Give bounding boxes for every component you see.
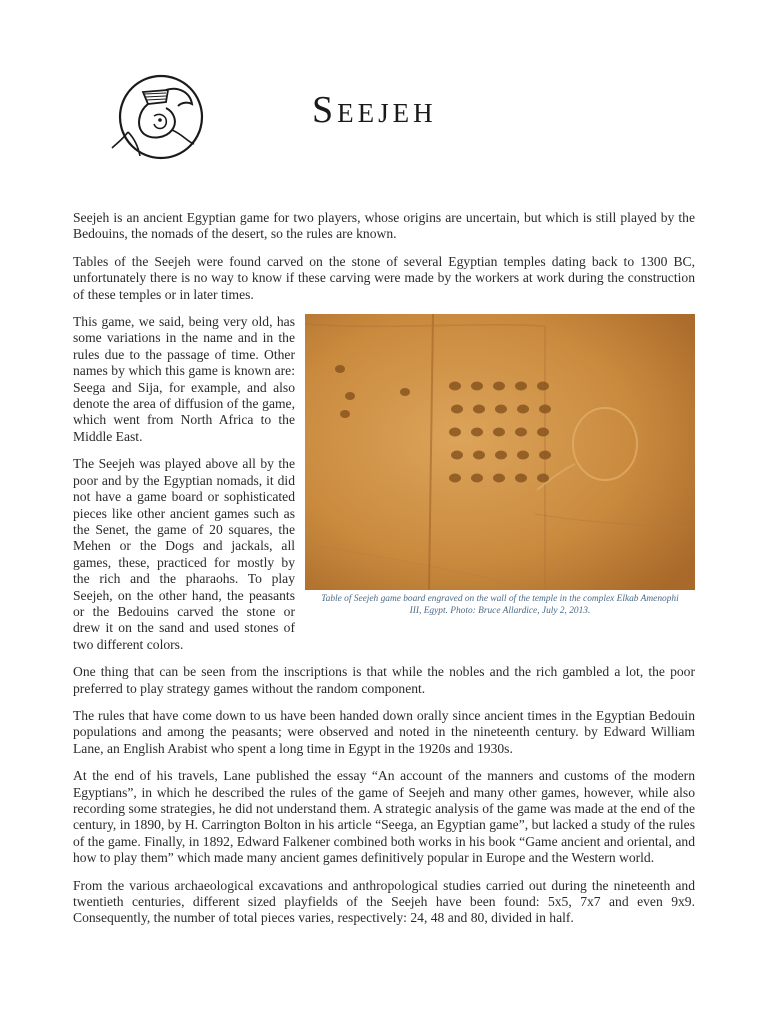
paragraph-variations: This game, we said, being very old, has some variations in the name and in the rules due to the passage of time. Other names by which this game is known are: Seega and Sija, for example, and also denote the area of diffusion of the game, which went from North Africa to the Middle East. <box>73 314 295 444</box>
carved-pit <box>537 382 549 391</box>
carved-pit <box>471 382 483 391</box>
paragraph-lane-essay: At the end of his travels, Lane published the essay “An account of the manners and customs of the modern Egyptians”, in which he described the rules of the game of Seejeh and many other games, however, while also recording some strategies, he did not understand them. A strategic analysis of the game was made at the end of the century, in 1890, by H. Carrington Bolton in his article “Seega, an Egyptian game”, but lacked a study of the rules of the game. Finally, in 1892, Edward Falkener combined both works in his book “Game ancient and oriental, and how to play them” which made many ancient games definitively popular in Europe and the Western world. <box>73 768 695 866</box>
carved-pit <box>400 388 410 396</box>
carved-pit <box>515 382 527 391</box>
paragraph-inscriptions: One thing that can be seen from the inscriptions is that while the nobles and the rich gambled a lot, the poor preferred to play strategy games without the random component. <box>73 664 695 696</box>
carved-pit <box>537 474 549 483</box>
page-title: Seejeh <box>312 89 437 131</box>
carved-pit <box>473 405 485 414</box>
paragraph-intro: Seejeh is an ancient Egyptian game for two players, whose origins are uncertain, but which is still played by the Bedouins, the nomads of the desert, so the rules are known. <box>73 210 695 242</box>
figure-caption: Table of Seejeh game board engraved on the wall of the temple in the complex Elkab Amenophi III, Egypt. Photo: Bruce Allardice, July 2, 2013. <box>321 594 679 616</box>
carved-pit <box>515 428 527 437</box>
carved-pit <box>451 451 463 460</box>
carved-pit <box>335 365 345 373</box>
carved-pit <box>539 451 551 460</box>
carved-pit <box>539 405 551 414</box>
carved-pit <box>537 428 549 437</box>
paragraph-poor-nomads: The Seejeh was played above all by the poor and by the Egyptian nomads, it did not have a game board or sophisticated pieces like other ancient games such as the Senet, the game of 20 squares, the Mehen or the Dogs and jackals, all games, these, practiced for mostly by the rich and the pharaohs. To play Seejeh, on the other hand, the peasants or the Bedouins carved the stone or drew it on the sand and used stones of two different colors. <box>73 456 295 652</box>
paragraph-temples: Tables of the Seejeh were found carved on the stone of several Egyptian temples dating back to 1300 BC, unfortunately there is no way to know if these carving were made by the workers at work during the construction of these temples or in later times. <box>73 253 695 302</box>
figure <box>305 314 695 617</box>
carved-pit <box>517 405 529 414</box>
carved-pit <box>449 428 461 437</box>
article-body <box>73 210 695 938</box>
carved-pit <box>340 410 350 418</box>
carved-pit <box>449 382 461 391</box>
carved-pit <box>345 392 355 400</box>
carved-pit <box>517 451 529 460</box>
paragraph-playfields: From the various archaeological excavations and anthropological studies carried out during the nineteenth and twentieth centuries, different sized playfields of the Seejeh have been found: 5x5, 7x7 and even 9x9. Consequently, the number of total pieces varies, respectively: 24, 48 and 80, divided in half. <box>73 877 695 926</box>
carved-pit <box>451 405 463 414</box>
carved-pit <box>449 474 461 483</box>
carved-pit <box>495 405 507 414</box>
carved-pit <box>471 474 483 483</box>
paragraph-rules-handed-down: The rules that have come down to us have been handed down orally since ancient times in the Egyptian Bedouin populations and among the peasants; were observed and noted in the nineteenth century. by Edward William Lane, an English Arabist who spent a long time in Egypt in the 1920s and 1930s. <box>73 707 695 756</box>
carved-pit <box>473 451 485 460</box>
carved-pit <box>493 382 505 391</box>
carved-pit <box>471 428 483 437</box>
carved-pit <box>515 474 527 483</box>
carved-pit <box>493 474 505 483</box>
logo-emblem-icon <box>108 72 208 162</box>
photo-seejeh-board-icon <box>305 314 695 590</box>
carved-pit <box>495 451 507 460</box>
carved-pit <box>493 428 505 437</box>
